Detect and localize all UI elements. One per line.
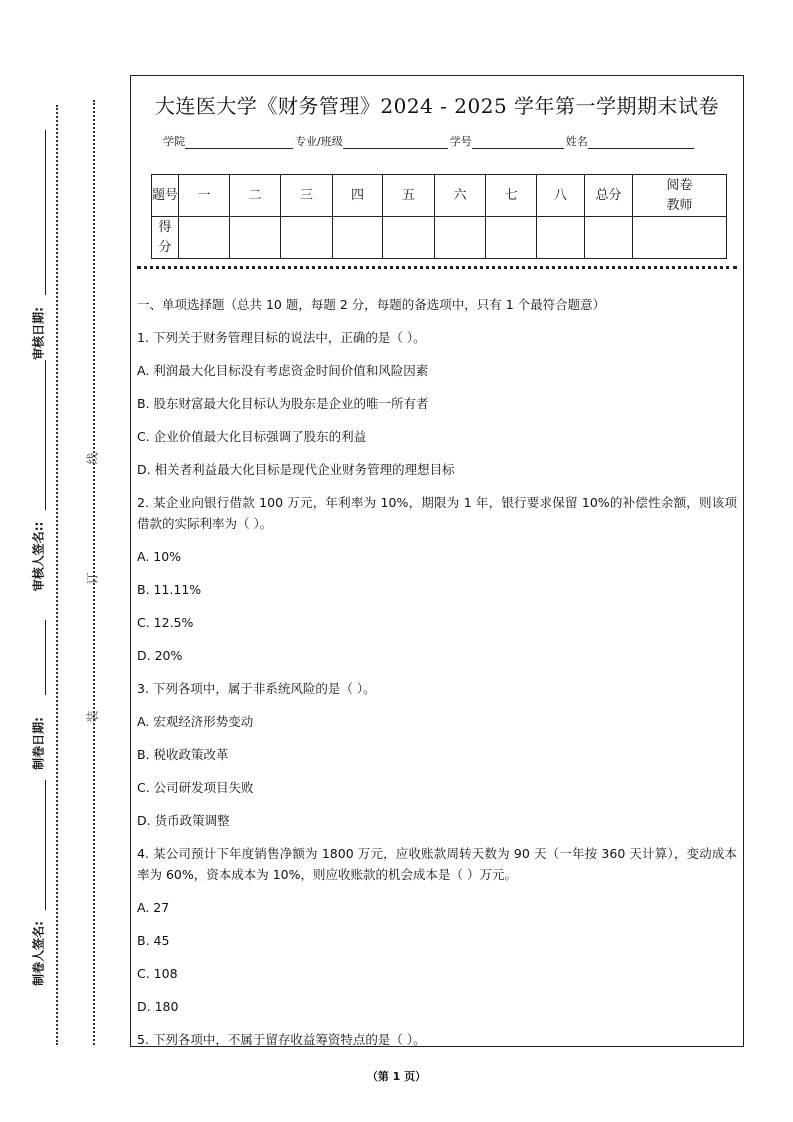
answer-option: A. 利润最大化目标没有考虑资金时间价值和风险因素 <box>137 363 429 378</box>
answer-option: D. 相关者利益最大化目标是现代企业财务管理的理想目标 <box>137 462 455 477</box>
major-class-field[interactable] <box>343 136 448 149</box>
answer-option: C. 企业价值最大化目标强调了股东的利益 <box>137 429 367 444</box>
major-class-label: 专业/班级 <box>295 135 343 148</box>
signature-line <box>45 620 46 695</box>
name-label: 姓名 <box>565 135 588 148</box>
make-date-label: 制卷日期: <box>31 717 46 770</box>
answer-option: C. 12.5% <box>137 615 194 630</box>
answer-option: B. 45 <box>137 933 170 948</box>
question-content <box>137 294 737 1062</box>
answer-option: A. 27 <box>137 900 170 915</box>
answer-option: D. 180 <box>137 999 179 1014</box>
question-stem: 1. 下列关于财务管理目标的说法中，正确的是（ ）。 <box>137 330 426 345</box>
score-cell[interactable] <box>230 217 281 259</box>
answer-option: D. 货币政策调整 <box>137 813 230 828</box>
student-id-field[interactable] <box>472 136 564 149</box>
answer-option: C. 108 <box>137 966 178 981</box>
column-header: 五 <box>383 175 435 217</box>
maker-signature-label: 制卷人签名: <box>31 921 46 986</box>
page-number: （第 1 页） <box>366 1070 427 1083</box>
column-header: 七 <box>486 175 537 217</box>
section-heading: 一、单项选择题（总共 10 题，每题 2 分，每题的备选项中，只有 1 个最符合题意） <box>137 297 606 312</box>
question-stem: 4. 某公司预计下年度销售净额为 1800 万元，应收账款周转天数为 90 天（一年按 360 天计算），变动成本率为 60%，资本成本为 10%，则应收账款的机会成本是（ ）万元。 <box>137 846 737 882</box>
signature-line <box>45 780 46 910</box>
question-stem: 2. 某企业向银行借款 100 万元，年利率为 10%，期限为 1 年，银行要求保留 10%的补偿性余额，则该项借款的实际利率为（ ）。 <box>137 495 737 531</box>
column-header: 四 <box>333 175 383 217</box>
question-stem: 3. 下列各项中，属于非系统风险的是（ ）。 <box>137 681 376 696</box>
binding-dotted-line <box>56 105 58 1045</box>
score-cell[interactable] <box>281 217 333 259</box>
answer-option: C. 公司研发项目失败 <box>137 780 254 795</box>
name-field[interactable] <box>588 136 694 149</box>
row-label-question: 题号 <box>152 175 179 217</box>
column-header: 总分 <box>585 175 633 217</box>
review-date-label: 审核日期: <box>31 307 46 360</box>
answer-option: B. 股东财富最大化目标认为股东是企业的唯一所有者 <box>137 396 429 411</box>
mark-bind: 订 <box>85 572 100 585</box>
mark-pack: 装 <box>85 710 100 723</box>
exam-frame <box>130 75 744 1047</box>
answer-option: B. 税收政策改革 <box>137 747 229 762</box>
exam-title: 大连医大学《财务管理》2024 - 2025 学年第一学期期末试卷 <box>154 94 720 118</box>
student-id-label: 学号 <box>449 135 472 148</box>
column-header: 六 <box>435 175 486 217</box>
answer-option: D. 20% <box>137 648 183 663</box>
answer-option: B. 11.11% <box>137 582 202 597</box>
row-label-score: 得分 <box>152 217 179 259</box>
score-cell[interactable] <box>486 217 537 259</box>
score-cell[interactable] <box>179 217 230 259</box>
column-header: 阅卷教师 <box>633 175 727 217</box>
column-header: 八 <box>537 175 585 217</box>
college-field[interactable] <box>185 136 293 149</box>
answer-option: A. 10% <box>137 549 182 564</box>
mark-line: 线 <box>85 452 100 465</box>
score-cell[interactable] <box>333 217 383 259</box>
score-cell[interactable] <box>435 217 486 259</box>
signature-line <box>45 130 46 295</box>
question-stem: 5. 下列各项中，不属于留存收益筹资特点的是（ ）。 <box>137 1032 426 1047</box>
score-cell[interactable] <box>585 217 633 259</box>
section-divider <box>137 266 737 269</box>
column-header: 一 <box>179 175 230 217</box>
student-info <box>163 133 696 149</box>
column-header: 三 <box>281 175 333 217</box>
column-header: 二 <box>230 175 281 217</box>
answer-option: A. 宏观经济形势变动 <box>137 714 254 729</box>
score-cell[interactable] <box>633 217 727 259</box>
reviewer-signature-label: 审核人签名:: <box>31 521 46 592</box>
score-table <box>151 174 727 259</box>
score-cell[interactable] <box>537 217 585 259</box>
college-label: 学院 <box>163 135 185 148</box>
score-cell[interactable] <box>383 217 435 259</box>
signature-line <box>45 360 46 510</box>
